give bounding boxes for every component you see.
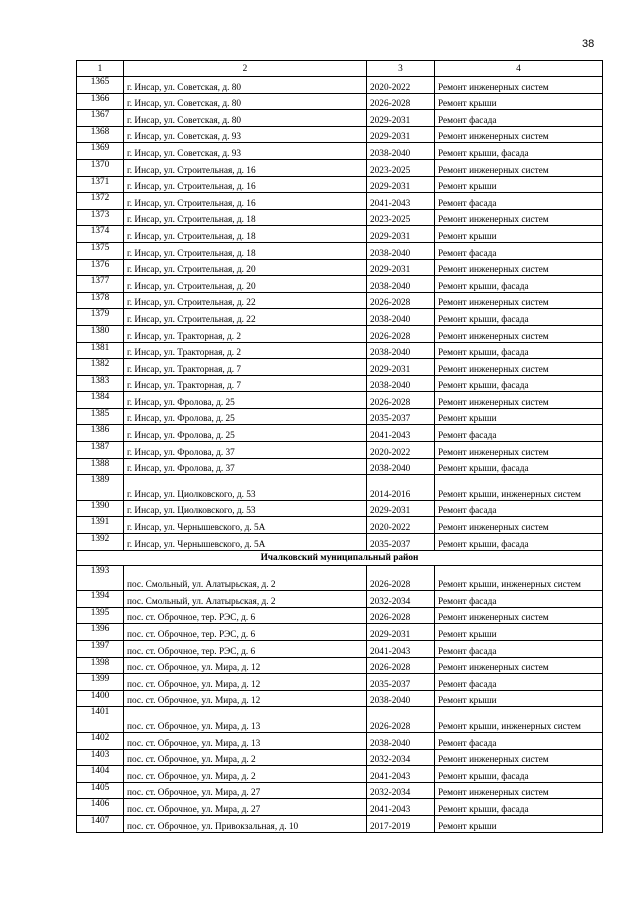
row-number: 1367: [77, 110, 124, 127]
row-address: пос. ст. Оброчное, ул. Мира, д. 27: [124, 799, 367, 816]
table-row: [77, 442, 603, 459]
row-period: 2023-2025: [367, 209, 435, 226]
row-address: г. Инсар, ул. Советская, д. 93: [124, 126, 367, 143]
row-period: 2038-2040: [367, 242, 435, 259]
row-address: пос. ст. Оброчное, ул. Мира, д. 2: [124, 766, 367, 783]
row-number: 1405: [77, 782, 124, 799]
row-address: г. Инсар, ул. Советская, д. 80: [124, 93, 367, 110]
row-work-type: Ремонт крыши, инженерных систем: [435, 565, 603, 591]
row-address: пос. ст. Оброчное, ул. Мира, д. 12: [124, 690, 367, 707]
row-period: 2026-2028: [367, 93, 435, 110]
row-number: 1399: [77, 674, 124, 691]
row-period: 2038-2040: [367, 732, 435, 749]
row-work-type: Ремонт инженерных систем: [435, 292, 603, 309]
table-row: [77, 749, 603, 766]
row-number: 1402: [77, 732, 124, 749]
table-row: [77, 641, 603, 658]
table-row: [77, 591, 603, 608]
row-period: 2032-2034: [367, 749, 435, 766]
row-work-type: Ремонт инженерных систем: [435, 749, 603, 766]
column-header: 2: [124, 61, 367, 77]
row-period: 2041-2043: [367, 425, 435, 442]
table-row: [77, 93, 603, 110]
row-number: 1369: [77, 143, 124, 160]
row-period: 2029-2031: [367, 259, 435, 276]
table-row: [77, 159, 603, 176]
table-row: [77, 425, 603, 442]
row-work-type: Ремонт крыши: [435, 176, 603, 193]
table-row: [77, 674, 603, 691]
row-address: пос. ст. Оброчное, ул. Мира, д. 12: [124, 674, 367, 691]
row-period: 2026-2028: [367, 657, 435, 674]
table-row: [77, 77, 603, 94]
row-address: г. Инсар, ул. Фролова, д. 25: [124, 408, 367, 425]
row-period: 2038-2040: [367, 690, 435, 707]
table-row: [77, 458, 603, 475]
row-address: г. Инсар, ул. Строительная, д. 22: [124, 309, 367, 326]
row-work-type: Ремонт крыши: [435, 226, 603, 243]
row-number: 1383: [77, 375, 124, 392]
row-work-type: Ремонт крыши, фасада: [435, 534, 603, 551]
row-number: 1366: [77, 93, 124, 110]
table-row: [77, 325, 603, 342]
row-address: пос. Смольный, ул. Алатырьская, д. 2: [124, 591, 367, 608]
table-row: [77, 209, 603, 226]
table-row: [77, 392, 603, 409]
row-address: г. Инсар, ул. Строительная, д. 22: [124, 292, 367, 309]
row-number: 1373: [77, 209, 124, 226]
row-address: г. Инсар, ул. Строительная, д. 18: [124, 242, 367, 259]
row-number: 1380: [77, 325, 124, 342]
row-work-type: Ремонт фасада: [435, 500, 603, 517]
table-row: [77, 517, 603, 534]
row-work-type: Ремонт фасада: [435, 591, 603, 608]
column-header: 1: [77, 61, 124, 77]
row-number: 1376: [77, 259, 124, 276]
row-period: 2041-2043: [367, 193, 435, 210]
table-row: [77, 690, 603, 707]
row-address: г. Инсар, ул. Советская, д. 80: [124, 77, 367, 94]
table-header: [77, 61, 603, 77]
row-address: пос. ст. Оброчное, ул. Мира, д. 13: [124, 707, 367, 733]
row-period: 2026-2028: [367, 392, 435, 409]
table-row: [77, 143, 603, 160]
row-period: 2029-2031: [367, 359, 435, 376]
row-period: 2026-2028: [367, 325, 435, 342]
row-address: г. Инсар, ул. Циолковского, д. 53: [124, 500, 367, 517]
row-number: 1401: [77, 707, 124, 733]
table-row: [77, 342, 603, 359]
row-number: 1370: [77, 159, 124, 176]
row-address: пос. ст. Оброчное, ул. Привокзальная, д. 10: [124, 815, 367, 832]
table-row: [77, 309, 603, 326]
row-address: г. Инсар, ул. Строительная, д. 20: [124, 259, 367, 276]
row-work-type: Ремонт крыши: [435, 93, 603, 110]
row-address: пос. ст. Оброчное, ул. Мира, д. 13: [124, 732, 367, 749]
row-work-type: Ремонт крыши, фасада: [435, 458, 603, 475]
row-address: г. Инсар, ул. Советская, д. 93: [124, 143, 367, 160]
row-work-type: Ремонт крыши, фасада: [435, 766, 603, 783]
table-row: [77, 176, 603, 193]
column-header: 3: [367, 61, 435, 77]
row-address: г. Инсар, ул. Строительная, д. 20: [124, 276, 367, 293]
row-period: 2038-2040: [367, 143, 435, 160]
row-work-type: Ремонт инженерных систем: [435, 359, 603, 376]
row-work-type: Ремонт фасада: [435, 674, 603, 691]
row-work-type: Ремонт фасада: [435, 193, 603, 210]
row-number: 1372: [77, 193, 124, 210]
table-row: [77, 110, 603, 127]
row-period: 2029-2031: [367, 176, 435, 193]
row-period: 2041-2043: [367, 766, 435, 783]
row-work-type: Ремонт инженерных систем: [435, 517, 603, 534]
row-work-type: Ремонт фасада: [435, 732, 603, 749]
row-number: 1394: [77, 591, 124, 608]
row-period: 2026-2028: [367, 565, 435, 591]
row-period: 2026-2028: [367, 707, 435, 733]
table-row: [77, 607, 603, 624]
row-address: г. Инсар, ул. Строительная, д. 18: [124, 226, 367, 243]
row-number: 1392: [77, 534, 124, 551]
row-work-type: Ремонт фасада: [435, 242, 603, 259]
row-period: 2029-2031: [367, 500, 435, 517]
row-period: 2032-2034: [367, 782, 435, 799]
table-body-top: [77, 77, 603, 551]
row-period: 2038-2040: [367, 375, 435, 392]
row-number: 1365: [77, 77, 124, 94]
row-period: 2035-2037: [367, 674, 435, 691]
row-period: 2017-2019: [367, 815, 435, 832]
row-address: г. Инсар, ул. Фролова, д. 37: [124, 458, 367, 475]
table-row: [77, 259, 603, 276]
row-number: 1393: [77, 565, 124, 591]
table-row: [77, 766, 603, 783]
row-period: 2020-2022: [367, 77, 435, 94]
row-period: 2029-2031: [367, 126, 435, 143]
row-number: 1389: [77, 475, 124, 501]
row-work-type: Ремонт крыши, инженерных систем: [435, 707, 603, 733]
table-row: [77, 799, 603, 816]
row-period: 2026-2028: [367, 292, 435, 309]
row-work-type: Ремонт инженерных систем: [435, 159, 603, 176]
row-period: 2026-2028: [367, 607, 435, 624]
row-number: 1375: [77, 242, 124, 259]
table-row: [77, 226, 603, 243]
table-row: [77, 242, 603, 259]
row-address: г. Инсар, ул. Тракторная, д. 7: [124, 359, 367, 376]
row-number: 1390: [77, 500, 124, 517]
row-number: 1386: [77, 425, 124, 442]
row-period: 2023-2025: [367, 159, 435, 176]
row-work-type: Ремонт инженерных систем: [435, 77, 603, 94]
row-address: г. Инсар, ул. Фролова, д. 25: [124, 392, 367, 409]
row-work-type: Ремонт крыши, фасада: [435, 342, 603, 359]
row-work-type: Ремонт инженерных систем: [435, 657, 603, 674]
row-period: 2038-2040: [367, 342, 435, 359]
row-number: 1379: [77, 309, 124, 326]
row-number: 1382: [77, 359, 124, 376]
row-number: 1368: [77, 126, 124, 143]
row-period: 2038-2040: [367, 309, 435, 326]
row-number: 1398: [77, 657, 124, 674]
row-number: 1406: [77, 799, 124, 816]
row-work-type: Ремонт крыши, инженерных систем: [435, 475, 603, 501]
row-number: 1400: [77, 690, 124, 707]
row-work-type: Ремонт крыши, фасада: [435, 276, 603, 293]
row-period: 2029-2031: [367, 110, 435, 127]
row-address: пос. ст. Оброчное, ул. Мира, д. 12: [124, 657, 367, 674]
row-address: г. Инсар, ул. Строительная, д. 16: [124, 193, 367, 210]
table-row: [77, 500, 603, 517]
section-heading-group: [77, 550, 603, 565]
row-work-type: Ремонт крыши: [435, 690, 603, 707]
row-period: 2020-2022: [367, 517, 435, 534]
row-number: 1374: [77, 226, 124, 243]
row-address: г. Инсар, ул. Чернышевского, д. 5А: [124, 517, 367, 534]
row-address: г. Инсар, ул. Фролова, д. 37: [124, 442, 367, 459]
row-work-type: Ремонт инженерных систем: [435, 259, 603, 276]
table-row: [77, 707, 603, 733]
row-number: 1377: [77, 276, 124, 293]
row-period: 2029-2031: [367, 226, 435, 243]
row-number: 1384: [77, 392, 124, 409]
table-row: [77, 815, 603, 832]
row-work-type: Ремонт инженерных систем: [435, 392, 603, 409]
row-number: 1396: [77, 624, 124, 641]
row-work-type: Ремонт крыши, фасада: [435, 375, 603, 392]
row-work-type: Ремонт фасада: [435, 425, 603, 442]
table-row: [77, 375, 603, 392]
row-address: пос. ст. Оброчное, ул. Мира, д. 2: [124, 749, 367, 766]
row-address: г. Инсар, ул. Тракторная, д. 2: [124, 325, 367, 342]
row-work-type: Ремонт инженерных систем: [435, 782, 603, 799]
row-address: г. Инсар, ул. Фролова, д. 25: [124, 425, 367, 442]
row-address: пос. ст. Оброчное, тер. РЭС, д. 6: [124, 641, 367, 658]
row-period: 2020-2022: [367, 442, 435, 459]
row-address: г. Инсар, ул. Строительная, д. 18: [124, 209, 367, 226]
row-work-type: Ремонт крыши, фасада: [435, 143, 603, 160]
row-period: 2041-2043: [367, 799, 435, 816]
row-work-type: Ремонт инженерных систем: [435, 209, 603, 226]
row-work-type: Ремонт крыши: [435, 624, 603, 641]
column-header: 4: [435, 61, 603, 77]
row-work-type: Ремонт фасада: [435, 110, 603, 127]
table-row: [77, 657, 603, 674]
table-row: [77, 732, 603, 749]
row-work-type: Ремонт инженерных систем: [435, 325, 603, 342]
table-row: [77, 408, 603, 425]
row-period: 2035-2037: [367, 534, 435, 551]
table-row: [77, 276, 603, 293]
row-number: 1388: [77, 458, 124, 475]
table-row: [77, 624, 603, 641]
row-number: 1404: [77, 766, 124, 783]
row-number: 1407: [77, 815, 124, 832]
table-row: [77, 534, 603, 551]
row-period: 2014-2016: [367, 475, 435, 501]
section-heading: Ичалковский муниципальный район: [77, 550, 603, 565]
row-address: пос. ст. Оброчное, тер. РЭС, д. 6: [124, 624, 367, 641]
row-number: 1387: [77, 442, 124, 459]
row-number: 1397: [77, 641, 124, 658]
repair-schedule-table: [76, 60, 603, 833]
page-number: 38: [582, 38, 595, 50]
row-work-type: Ремонт инженерных систем: [435, 607, 603, 624]
row-number: 1403: [77, 749, 124, 766]
row-address: пос. ст. Оброчное, ул. Мира, д. 27: [124, 782, 367, 799]
table-body-bottom: [77, 565, 603, 832]
table-row: [77, 359, 603, 376]
row-address: пос. Смольный, ул. Алатырьская, д. 2: [124, 565, 367, 591]
row-period: 2041-2043: [367, 641, 435, 658]
row-address: г. Инсар, ул. Чернышевского, д. 5А: [124, 534, 367, 551]
row-work-type: Ремонт крыши: [435, 408, 603, 425]
row-address: пос. ст. Оброчное, тер. РЭС, д. 6: [124, 607, 367, 624]
row-number: 1378: [77, 292, 124, 309]
row-period: 2035-2037: [367, 408, 435, 425]
table-row: [77, 193, 603, 210]
table-row: [77, 782, 603, 799]
row-work-type: Ремонт инженерных систем: [435, 442, 603, 459]
row-work-type: Ремонт крыши, фасада: [435, 309, 603, 326]
row-number: 1395: [77, 607, 124, 624]
table-row: [77, 292, 603, 309]
row-work-type: Ремонт фасада: [435, 641, 603, 658]
row-period: 2029-2031: [367, 624, 435, 641]
row-period: 2032-2034: [367, 591, 435, 608]
row-number: 1385: [77, 408, 124, 425]
row-address: г. Инсар, ул. Циолковского, д. 53: [124, 475, 367, 501]
table-row: [77, 126, 603, 143]
row-work-type: Ремонт крыши: [435, 815, 603, 832]
table-row: [77, 475, 603, 501]
row-address: г. Инсар, ул. Строительная, д. 16: [124, 159, 367, 176]
row-work-type: Ремонт крыши, фасада: [435, 799, 603, 816]
table-row: [77, 565, 603, 591]
row-number: 1381: [77, 342, 124, 359]
row-number: 1371: [77, 176, 124, 193]
row-address: г. Инсар, ул. Тракторная, д. 7: [124, 375, 367, 392]
row-number: 1391: [77, 517, 124, 534]
row-work-type: Ремонт инженерных систем: [435, 126, 603, 143]
row-period: 2038-2040: [367, 276, 435, 293]
row-address: г. Инсар, ул. Советская, д. 80: [124, 110, 367, 127]
row-address: г. Инсар, ул. Строительная, д. 16: [124, 176, 367, 193]
row-address: г. Инсар, ул. Тракторная, д. 2: [124, 342, 367, 359]
row-period: 2038-2040: [367, 458, 435, 475]
